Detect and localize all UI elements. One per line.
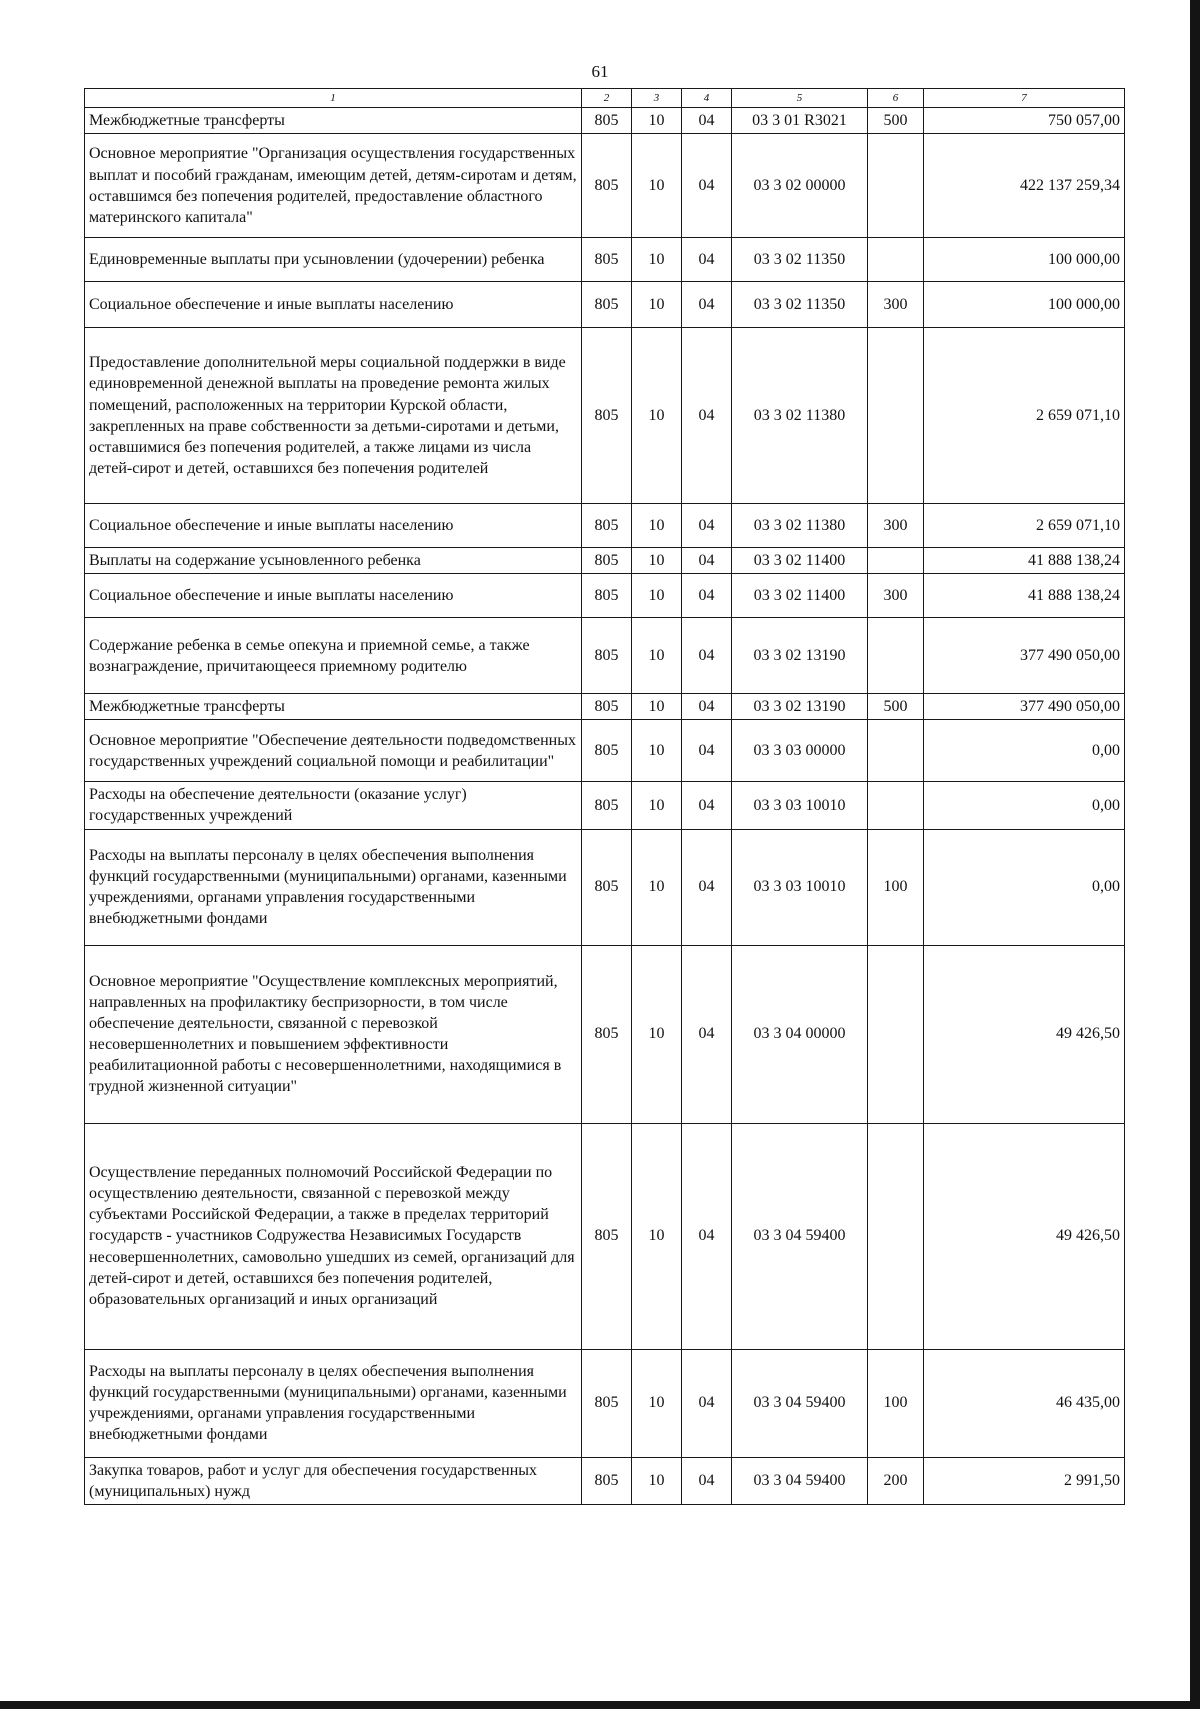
expense-type-code bbox=[868, 548, 924, 574]
grbs-code: 805 bbox=[582, 829, 632, 945]
table-row bbox=[85, 504, 1125, 548]
section-code: 10 bbox=[632, 945, 682, 1123]
grbs-code: 805 bbox=[582, 618, 632, 694]
scan-edge bbox=[1190, 0, 1200, 1709]
table-row bbox=[85, 282, 1125, 328]
row-name: Основное мероприятие "Организация осуществления государственных выплат и пособий гражданам, имеющим детей, детям-сиротам и детям, оставшимся без попечения родителей, предоставление областного материнского капитала" bbox=[85, 134, 582, 238]
column-number: 5 bbox=[732, 89, 868, 108]
target-article-code: 03 3 01 R3021 bbox=[732, 108, 868, 134]
amount: 46 435,00 bbox=[924, 1349, 1125, 1457]
target-article-code: 03 3 04 59400 bbox=[732, 1349, 868, 1457]
target-article-code: 03 3 04 59400 bbox=[732, 1457, 868, 1504]
target-article-code: 03 3 02 11350 bbox=[732, 238, 868, 282]
expense-type-code bbox=[868, 782, 924, 829]
amount: 377 490 050,00 bbox=[924, 618, 1125, 694]
target-article-code: 03 3 02 11380 bbox=[732, 504, 868, 548]
table-row bbox=[85, 108, 1125, 134]
row-name: Единовременные выплаты при усыновлении (удочерении) ребенка bbox=[85, 238, 582, 282]
section-code: 10 bbox=[632, 1123, 682, 1349]
grbs-code: 805 bbox=[582, 134, 632, 238]
amount: 2 659 071,10 bbox=[924, 504, 1125, 548]
table-row bbox=[85, 238, 1125, 282]
subsection-code: 04 bbox=[682, 1457, 732, 1504]
target-article-code: 03 3 02 13190 bbox=[732, 618, 868, 694]
amount: 49 426,50 bbox=[924, 945, 1125, 1123]
grbs-code: 805 bbox=[582, 328, 632, 504]
table-row bbox=[85, 694, 1125, 720]
amount: 41 888 138,24 bbox=[924, 548, 1125, 574]
table-row bbox=[85, 720, 1125, 782]
row-name: Межбюджетные трансферты bbox=[85, 694, 582, 720]
section-code: 10 bbox=[632, 548, 682, 574]
column-number: 7 bbox=[924, 89, 1125, 108]
amount: 0,00 bbox=[924, 720, 1125, 782]
table-row bbox=[85, 782, 1125, 829]
table-row bbox=[85, 328, 1125, 504]
column-number: 4 bbox=[682, 89, 732, 108]
grbs-code: 805 bbox=[582, 782, 632, 829]
grbs-code: 805 bbox=[582, 1349, 632, 1457]
subsection-code: 04 bbox=[682, 782, 732, 829]
grbs-code: 805 bbox=[582, 574, 632, 618]
budget-table bbox=[84, 88, 1125, 1505]
column-number: 1 bbox=[85, 89, 582, 108]
section-code: 10 bbox=[632, 720, 682, 782]
amount: 41 888 138,24 bbox=[924, 574, 1125, 618]
section-code: 10 bbox=[632, 108, 682, 134]
section-code: 10 bbox=[632, 829, 682, 945]
subsection-code: 04 bbox=[682, 618, 732, 694]
subsection-code: 04 bbox=[682, 1123, 732, 1349]
column-number: 2 bbox=[582, 89, 632, 108]
table-row bbox=[85, 574, 1125, 618]
section-code: 10 bbox=[632, 238, 682, 282]
table-row bbox=[85, 829, 1125, 945]
grbs-code: 805 bbox=[582, 238, 632, 282]
subsection-code: 04 bbox=[682, 548, 732, 574]
row-name: Расходы на выплаты персоналу в целях обеспечения выполнения функций государственными (муниципальными) органами, казенными учреждениями, органами управления государственными внебюджетными фондами bbox=[85, 829, 582, 945]
amount: 750 057,00 bbox=[924, 108, 1125, 134]
amount: 2 991,50 bbox=[924, 1457, 1125, 1504]
table-row bbox=[85, 548, 1125, 574]
column-number-row bbox=[85, 89, 1125, 108]
grbs-code: 805 bbox=[582, 1457, 632, 1504]
grbs-code: 805 bbox=[582, 694, 632, 720]
subsection-code: 04 bbox=[682, 282, 732, 328]
section-code: 10 bbox=[632, 694, 682, 720]
grbs-code: 805 bbox=[582, 282, 632, 328]
subsection-code: 04 bbox=[682, 504, 732, 548]
target-article-code: 03 3 03 10010 bbox=[732, 782, 868, 829]
subsection-code: 04 bbox=[682, 1349, 732, 1457]
target-article-code: 03 3 02 11400 bbox=[732, 548, 868, 574]
expense-type-code: 100 bbox=[868, 829, 924, 945]
target-article-code: 03 3 03 10010 bbox=[732, 829, 868, 945]
amount: 422 137 259,34 bbox=[924, 134, 1125, 238]
row-name: Осуществление переданных полномочий Российской Федерации по осуществлению деятельности, связанной с перевозкой между субъектами Российской Федерации, а также в пределах территорий государств - участников Содружества Независимых Государств несовершеннолетних, самовольно ушедших из семей, организаций для детей-сирот и детей, оставшихся без попечения родителей, образовательных организаций и иных организаций bbox=[85, 1123, 582, 1349]
amount: 2 659 071,10 bbox=[924, 328, 1125, 504]
amount: 49 426,50 bbox=[924, 1123, 1125, 1349]
grbs-code: 805 bbox=[582, 108, 632, 134]
row-name: Выплаты на содержание усыновленного ребенка bbox=[85, 548, 582, 574]
column-number: 6 bbox=[868, 89, 924, 108]
table-row bbox=[85, 1349, 1125, 1457]
row-name: Содержание ребенка в семье опекуна и приемной семье, а также вознаграждение, причитающееся приемному родителю bbox=[85, 618, 582, 694]
expense-type-code bbox=[868, 328, 924, 504]
subsection-code: 04 bbox=[682, 829, 732, 945]
subsection-code: 04 bbox=[682, 238, 732, 282]
row-name: Расходы на выплаты персоналу в целях обеспечения выполнения функций государственными (муниципальными) органами, казенными учреждениями, органами управления государственными внебюджетными фондами bbox=[85, 1349, 582, 1457]
expense-type-code: 300 bbox=[868, 282, 924, 328]
row-name: Социальное обеспечение и иные выплаты населению bbox=[85, 282, 582, 328]
table-row bbox=[85, 1457, 1125, 1504]
target-article-code: 03 3 04 00000 bbox=[732, 945, 868, 1123]
subsection-code: 04 bbox=[682, 720, 732, 782]
subsection-code: 04 bbox=[682, 108, 732, 134]
section-code: 10 bbox=[632, 782, 682, 829]
section-code: 10 bbox=[632, 504, 682, 548]
scan-edge bbox=[0, 1701, 1200, 1709]
section-code: 10 bbox=[632, 134, 682, 238]
table-row bbox=[85, 618, 1125, 694]
subsection-code: 04 bbox=[682, 945, 732, 1123]
section-code: 10 bbox=[632, 618, 682, 694]
grbs-code: 805 bbox=[582, 504, 632, 548]
expense-type-code: 500 bbox=[868, 108, 924, 134]
expense-type-code: 500 bbox=[868, 694, 924, 720]
table-row bbox=[85, 945, 1125, 1123]
amount: 100 000,00 bbox=[924, 238, 1125, 282]
row-name: Закупка товаров, работ и услуг для обеспечения государственных (муниципальных) нужд bbox=[85, 1457, 582, 1504]
expense-type-code bbox=[868, 945, 924, 1123]
expense-type-code: 100 bbox=[868, 1349, 924, 1457]
expense-type-code: 300 bbox=[868, 504, 924, 548]
section-code: 10 bbox=[632, 1457, 682, 1504]
grbs-code: 805 bbox=[582, 1123, 632, 1349]
section-code: 10 bbox=[632, 328, 682, 504]
target-article-code: 03 3 02 11350 bbox=[732, 282, 868, 328]
target-article-code: 03 3 02 11400 bbox=[732, 574, 868, 618]
amount: 377 490 050,00 bbox=[924, 694, 1125, 720]
row-name: Межбюджетные трансферты bbox=[85, 108, 582, 134]
expense-type-code bbox=[868, 238, 924, 282]
table-row bbox=[85, 1123, 1125, 1349]
column-number: 3 bbox=[632, 89, 682, 108]
target-article-code: 03 3 03 00000 bbox=[732, 720, 868, 782]
row-name: Расходы на обеспечение деятельности (оказание услуг) государственных учреждений bbox=[85, 782, 582, 829]
target-article-code: 03 3 02 13190 bbox=[732, 694, 868, 720]
target-article-code: 03 3 04 59400 bbox=[732, 1123, 868, 1349]
row-name: Социальное обеспечение и иные выплаты населению bbox=[85, 504, 582, 548]
grbs-code: 805 bbox=[582, 548, 632, 574]
expense-type-code: 300 bbox=[868, 574, 924, 618]
expense-type-code bbox=[868, 720, 924, 782]
section-code: 10 bbox=[632, 1349, 682, 1457]
expense-type-code bbox=[868, 134, 924, 238]
amount: 0,00 bbox=[924, 782, 1125, 829]
amount: 0,00 bbox=[924, 829, 1125, 945]
amount: 100 000,00 bbox=[924, 282, 1125, 328]
row-name: Предоставление дополнительной меры социальной поддержки в виде единовременной денежной выплаты на проведение ремонта жилых помещений, расположенных на территории Курской области, закрепленных на праве собственности за детьми-сиротами и детьми, оставшимися без попечения родителей, а также лицами из числа детей-сирот и детей, оставшихся без попечения родителей bbox=[85, 328, 582, 504]
grbs-code: 805 bbox=[582, 945, 632, 1123]
row-name: Социальное обеспечение и иные выплаты населению bbox=[85, 574, 582, 618]
subsection-code: 04 bbox=[682, 574, 732, 618]
table-row bbox=[85, 134, 1125, 238]
subsection-code: 04 bbox=[682, 134, 732, 238]
subsection-code: 04 bbox=[682, 694, 732, 720]
expense-type-code: 200 bbox=[868, 1457, 924, 1504]
subsection-code: 04 bbox=[682, 328, 732, 504]
expense-type-code bbox=[868, 618, 924, 694]
row-name: Основное мероприятие "Обеспечение деятельности подведомственных государственных учреждений социальной помощи и реабилитации" bbox=[85, 720, 582, 782]
target-article-code: 03 3 02 11380 bbox=[732, 328, 868, 504]
target-article-code: 03 3 02 00000 bbox=[732, 134, 868, 238]
page-number: 61 bbox=[591, 62, 609, 81]
grbs-code: 805 bbox=[582, 720, 632, 782]
section-code: 10 bbox=[632, 282, 682, 328]
section-code: 10 bbox=[632, 574, 682, 618]
expense-type-code bbox=[868, 1123, 924, 1349]
row-name: Основное мероприятие "Осуществление комплексных мероприятий, направленных на профилактику беспризорности, в том числе обеспечение деятельности, связанной с перевозкой несовершеннолетних и повышением эффективности реабилитационной работы с несовершеннолетними, находящимися в трудной жизненной ситуации" bbox=[85, 945, 582, 1123]
